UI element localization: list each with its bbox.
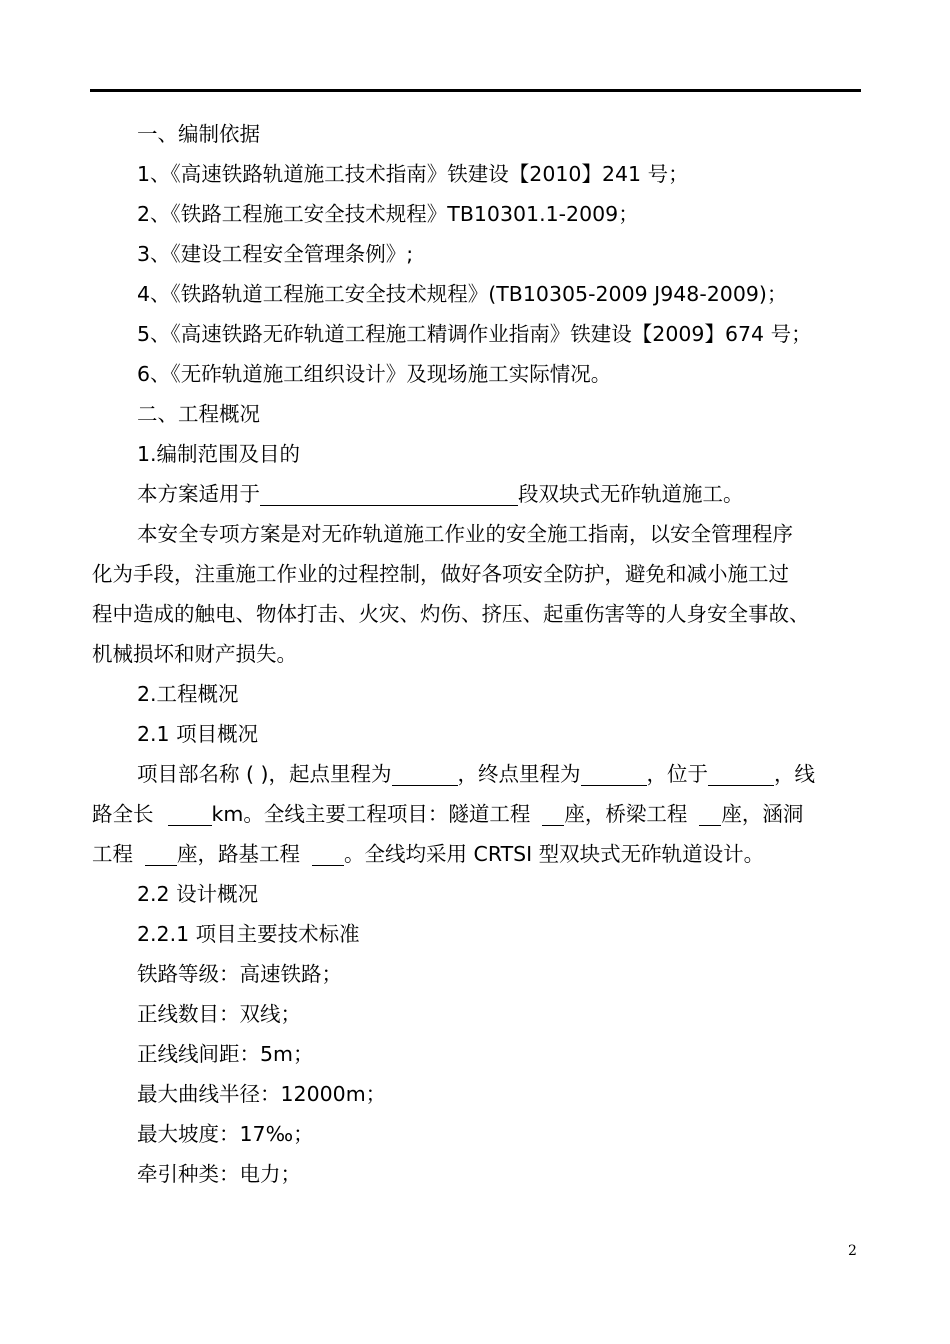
purpose-line-4: 机械损坏和财产损失。: [92, 642, 297, 666]
basis-item-2: 2、《铁路工程施工安全技术规程》TB10301.1-2009；: [137, 202, 639, 226]
basis-item-3: 3、《建设工程安全管理条例》;: [137, 242, 414, 266]
basis-item-6: 6、《无砟轨道施工组织设计》及现场施工实际情况。: [137, 362, 612, 386]
purpose-line-1: 本安全专项方案是对无砟轨道施工作业的安全施工指南，以安全管理程序: [137, 522, 793, 546]
overview-line-3: [92, 841, 764, 867]
standard-traction: 牵引种类：电力；: [137, 1162, 301, 1186]
overview-text: 座，路基工程: [177, 842, 300, 866]
overview-text: ，终点里程为: [457, 762, 581, 786]
overview-text: 项目部名称 ( )，起点里程为: [137, 762, 392, 786]
purpose-line-3: 程中造成的触电、物体打击、火灾、灼伤、挤压、起重伤害等的人身安全事故、: [92, 602, 810, 626]
standard-max-gradient: 最大坡度：17‰；: [137, 1122, 314, 1146]
scope-text-after: 段双块式无砟轨道施工。: [518, 482, 744, 506]
blank-section-name: [260, 485, 518, 506]
overview-text: 座，涵洞: [721, 802, 804, 826]
scope-line: [137, 481, 744, 507]
overview-line-1: [137, 761, 815, 787]
overview-text: 工程: [92, 842, 133, 866]
overview-text: ，线: [774, 762, 816, 786]
standard-line-spacing: 正线线间距：5m；: [137, 1042, 314, 1066]
overview-text: 座，桥梁工程: [564, 802, 688, 826]
overview-text: ，位于: [646, 762, 709, 786]
blank-end-mileage: [581, 765, 647, 786]
heading-project-overview: 2.1 项目概况: [137, 722, 259, 746]
scope-text-before: 本方案适用于: [137, 482, 260, 506]
purpose-line-2: 化为手段，注重施工作业的过程控制，做好各项安全防护，避免和减小施工过: [92, 562, 789, 586]
blank-start-mileage: [392, 765, 458, 786]
basis-item-5: 5、《高速铁路无砟轨道工程施工精调作业指南》铁建设【2009】674 号；: [137, 322, 812, 346]
heading-tech-standards: 2.2.1 项目主要技术标准: [137, 922, 360, 946]
blank-location: [708, 765, 774, 786]
heading-design-overview: 2.2 设计概况: [137, 882, 259, 906]
basis-item-4: 4、《铁路轨道工程施工安全技术规程》(TB10305-2009 J948-2009)；: [137, 282, 788, 306]
section-heading-overview: 二、工程概况: [137, 402, 260, 426]
standard-railway-grade: 铁路等级：高速铁路；: [137, 962, 342, 986]
overview-text: km。全线主要工程项目：隧道工程: [211, 802, 531, 826]
header-rule: [90, 89, 861, 92]
overview-line-2: [92, 801, 803, 827]
blank-total-length: [168, 805, 212, 826]
heading-engineering-overview: 2.工程概况: [137, 682, 239, 706]
blank-culvert-count: [145, 845, 177, 866]
blank-bridge-count: [699, 805, 721, 826]
overview-text: 路全长: [92, 802, 154, 826]
standard-curve-radius: 最大曲线半径：12000m；: [137, 1082, 387, 1106]
blank-subgrade: [312, 845, 344, 866]
blank-tunnel-count: [542, 805, 564, 826]
overview-text: 。全线均采用 CRTSI 型双块式无砟轨道设计。: [344, 842, 765, 866]
subheading-scope: 1.编制范围及目的: [137, 442, 301, 466]
standard-main-lines: 正线数目：双线；: [137, 1002, 301, 1026]
section-heading-basis: 一、编制依据: [137, 122, 260, 146]
basis-item-1: 1、《高速铁路轨道施工技术指南》铁建设【2010】241 号；: [137, 162, 689, 186]
page-number: 2: [848, 1243, 857, 1259]
